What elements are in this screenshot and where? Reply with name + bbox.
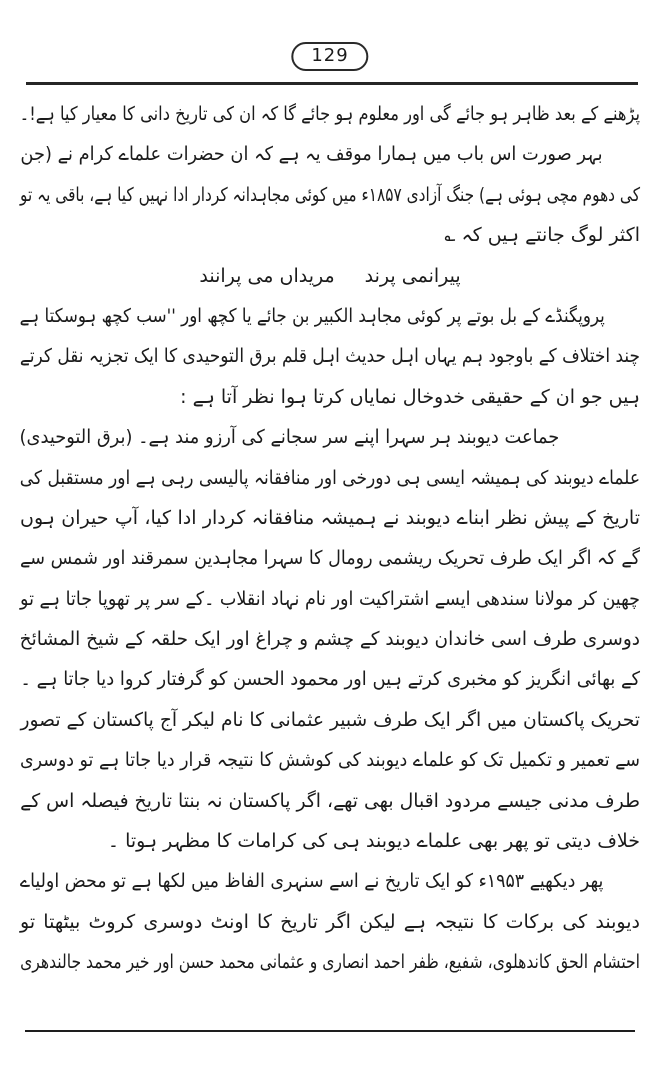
text-line: اکثر لوگ جانتے ہیں کہ ؎	[444, 224, 640, 247]
text-line: پروپگنڈے کے بل بوتے پر کوئی مجاہد الکبیر بن جائے یا کچھ اور ''سب کچھ ہوسکتا ہے	[19, 304, 605, 327]
header-rule	[26, 82, 638, 85]
text-line: چند اختلاف کے باوجود ہم یہاں اہل حدیث اہل قلم برق التوحیدی کا ایک تجزیہ نقل کرتے	[19, 345, 640, 368]
text-line: کی دھوم مچی ہوئی ہے) جنگ آزادی ۱۸۵۷ء میں کوئی مجاہدانہ کردار ادا نہیں کیا ہے، باقی یہ تو	[20, 183, 640, 206]
text-line: دوسری طرف اسی خاندان دیوبند کے چشم و چراغ اور ایک حلقہ کے شیخ المشائخ	[19, 628, 640, 651]
footer-rule	[25, 1030, 635, 1032]
text-line: خلاف دیتی تو پھر بھی علماے دیوبند ہی کی کرامات کا مظہر ہوتا ۔	[107, 830, 640, 853]
text-line: سے تعمیر و تکمیل تک کو علماے دیوبند کی کوشش کا نتیجہ قرار دیا جاتا ہے تو دوسری	[19, 749, 640, 772]
text-line: پھر دیکھیے ۱۹۵۳ء کو ایک تاریخ نے اسے سنہری الفاظ میں لکھا ہے تو محض اولیاے	[19, 870, 604, 893]
text-line: احتشام الحق کاندھلوی، شفیع، ظفر احمد انصاری و عثمانی محمد حسن اور خیر محمد جالندھری	[20, 951, 641, 974]
text-line: دیوبند کی برکات کا نتیجہ ہے لیکن اگر تاریخ کا اونٹ دوسری کروٹ بیٹھتا تو	[20, 910, 640, 933]
page-body	[20, 94, 640, 983]
quote-line: جماعت دیوبند ہر سہرا اپنے سر سجانے کی آرزو مند ہے۔ (برق التوحیدی)	[19, 426, 560, 449]
text-line: تاریخ کے پیش نظر ابناے دیوبند نے ہمیشہ منافقانہ کردار ادا کیا، آپ حیران ہوں	[20, 506, 640, 529]
text-line: تحریک پاکستان میں اگر ایک طرف شبیر عثمانی کا نام لیکر آج پاکستان کے تصور	[20, 708, 640, 731]
verse-hemistich-right: پیرانمی پرند	[364, 264, 461, 287]
text-line: کے بھائی انگریز کو مخبری کرتے ہیں اور محمود الحسن کو گرفتار کروا دیا جاتا ہے ۔	[20, 668, 640, 691]
verse-hemistich-left: مریداں می پرانند	[199, 264, 335, 287]
page-number-badge: 129	[291, 42, 368, 71]
text-line: بہر صورت اس باب میں ہمارا موقف یہ ہے کہ ان حضرات علماے کرام نے (جن	[20, 143, 603, 166]
text-line: علماے دیوبند کی ہمیشہ ایسی ہی دورخی اور منافقانہ پالیسی رہی ہے اور مستقبل کی	[19, 466, 641, 489]
text-line: گے کہ اگر ایک طرف تحریک ریشمی رومال کا سہرا مجاہدین سمرقند اور شمس سے	[19, 547, 641, 570]
text-line: پڑھنے کے بعد ظاہر ہو جائے گی اور معلوم ہو جائے گا کہ ان کی تاریخ دانی کا معیار کیا ہے!۔	[19, 103, 640, 125]
text-line: طرف مدنی جیسے مردود اقبال بھی تھے، اگر پاکستان نہ بنتا تاریخ فیصلہ اس کے	[20, 789, 641, 812]
text-line: چھین کر مولانا سندھی ایسے اشتراکیت اور نام نہاد انقلاب ۔کے سر پر تھوپا جاتا ہے تو	[20, 587, 641, 610]
verse-line	[20, 256, 640, 296]
text-line: ہیں جو ان کے حقیقی خدوخال نمایاں کرتا ہوا نظر آتا ہے :	[180, 385, 640, 408]
